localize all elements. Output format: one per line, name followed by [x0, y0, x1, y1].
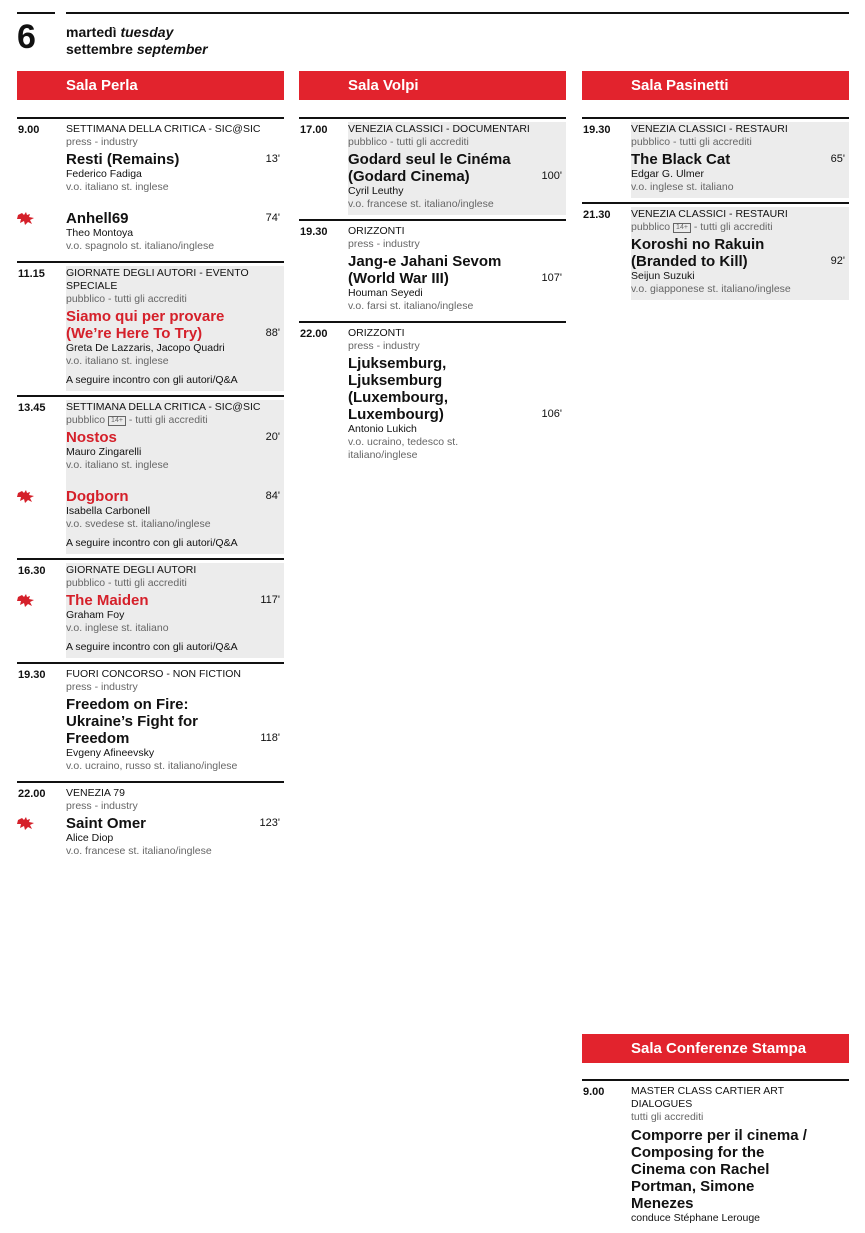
slot-body: [348, 224, 566, 317]
film-director: Houman Seyedi: [348, 287, 423, 299]
film-title[interactable]: Godard seul le Cinéma (Godard Cinema): [348, 151, 511, 185]
slot-access: press - industry: [66, 800, 138, 812]
slot-section: MASTER CLASS CARTIER ART DIALOGUES: [631, 1085, 784, 1110]
film-entry[interactable]: [631, 236, 845, 296]
film-director: Isabella Carbonell: [66, 505, 151, 517]
month-it: settembre: [66, 41, 133, 57]
film-title[interactable]: The Black Cat: [631, 151, 731, 168]
access-prefix: pubblico: [631, 221, 671, 233]
venice-lion-icon: [17, 594, 35, 607]
film-entry[interactable]: [631, 151, 845, 194]
film-title[interactable]: Nostos: [66, 429, 117, 446]
sala-header: Sala Pasinetti: [582, 71, 849, 100]
film-runtime: 123': [259, 817, 280, 829]
schedule-slot[interactable]: [17, 558, 284, 662]
day-number: 6: [17, 18, 36, 56]
schedule-slot[interactable]: [17, 395, 284, 558]
slot-list: [582, 117, 849, 304]
slot-section: VENEZIA CLASSICI - RESTAURI: [631, 208, 788, 220]
age-rating-badge: 14+: [673, 223, 691, 233]
slot-note: A seguire incontro con gli autori/Q&A: [66, 537, 238, 549]
film-title[interactable]: Ljuksemburg, Ljuksemburg (Luxembourg, Luxembourg): [348, 355, 448, 423]
schedule-slot[interactable]: [17, 662, 284, 781]
film-language: v.o. francese st. italiano/inglese: [348, 198, 494, 210]
slot-section: ORIZZONTI: [348, 327, 405, 339]
film-language: v.o. inglese st. italiano: [66, 622, 169, 634]
film-language: v.o. italiano st. inglese: [66, 459, 169, 471]
film-director: Antonio Lukich: [348, 423, 417, 435]
film-runtime: 65': [830, 153, 845, 165]
film-director: Federico Fadiga: [66, 168, 142, 180]
film-director: Greta De Lazzaris, Jacopo Quadri: [66, 342, 225, 354]
film-title[interactable]: Anhell69: [66, 210, 129, 227]
film-entry[interactable]: [66, 210, 280, 253]
film-runtime: 107': [541, 272, 562, 284]
film-title[interactable]: Koroshi no Rakuin (Branded to Kill): [631, 236, 765, 270]
month-en: september: [136, 41, 208, 57]
slot-time: 21.30: [583, 209, 611, 221]
slot-access: press - industry: [348, 340, 420, 352]
slot-access: pubblico - tutti gli accrediti: [66, 293, 187, 305]
weekday-it: martedì: [66, 24, 117, 40]
access-prefix: pubblico: [66, 414, 106, 426]
slot-body: [66, 266, 284, 391]
slot-body: [348, 326, 566, 466]
film-runtime: 118': [260, 732, 280, 744]
film-title[interactable]: The Maiden: [66, 592, 149, 609]
slot-body: [66, 563, 284, 658]
slot-body: [66, 122, 284, 257]
film-language: v.o. svedese st. italiano/inglese: [66, 518, 211, 530]
film-language: v.o. francese st. italiano/inglese: [66, 845, 212, 857]
schedule-slot[interactable]: [582, 1079, 849, 1233]
film-entry[interactable]: [66, 696, 280, 773]
film-language: v.o. ucraino, russo st. italiano/inglese: [66, 760, 238, 772]
slot-body: [631, 122, 849, 198]
venice-lion-icon: [17, 212, 35, 225]
schedule-slot[interactable]: [299, 117, 566, 219]
slot-access: press - industry: [66, 681, 138, 693]
film-runtime: 117': [260, 594, 280, 606]
slot-time: 17.00: [300, 124, 328, 136]
film-language: v.o. italiano st. inglese: [66, 181, 169, 193]
slot-section: VENEZIA 79: [66, 787, 125, 799]
sala-header: Sala Volpi: [299, 71, 566, 100]
slot-section: VENEZIA CLASSICI - DOCUMENTARI: [348, 123, 530, 135]
event-title[interactable]: Comporre per il cinema / Composing for the Cinema con Rachel Portman, Simone Menezes: [631, 1127, 807, 1212]
film-director: Graham Foy: [66, 609, 125, 621]
film-entry[interactable]: [66, 429, 280, 472]
slot-access: pubblico - tutti gli accrediti: [631, 136, 752, 148]
slot-time: 9.00: [18, 124, 40, 136]
schedule-slot[interactable]: [17, 117, 284, 261]
column-sala-perla: [17, 71, 284, 866]
schedule-slot[interactable]: [299, 321, 566, 470]
film-runtime: 100': [541, 170, 562, 182]
film-entry[interactable]: [66, 151, 280, 194]
film-runtime: 20': [265, 431, 280, 443]
slot-time: 13.45: [18, 402, 46, 414]
slot-body: [66, 400, 284, 554]
schedule-slot[interactable]: [582, 202, 849, 304]
slot-access: press - industry: [348, 238, 420, 250]
slot-section: FUORI CONCORSO - NON FICTION: [66, 668, 241, 680]
slot-time: 16.30: [18, 565, 46, 577]
venice-lion-icon: [17, 817, 35, 830]
access-suffix: - tutti gli accrediti: [128, 414, 208, 426]
slot-access: pubblico - tutti gli accrediti: [66, 577, 187, 589]
film-entry[interactable]: [66, 592, 280, 635]
slot-body: [348, 122, 566, 215]
slot-list: [17, 117, 284, 866]
slot-list: [299, 117, 566, 470]
slot-note: A seguire incontro con gli autori/Q&A: [66, 374, 238, 386]
schedule-slot[interactable]: [17, 781, 284, 866]
film-director: Cyril Leuthy: [348, 185, 404, 197]
slot-time: 22.00: [300, 328, 328, 340]
film-entry[interactable]: [348, 253, 562, 313]
slot-section: GIORNATE DEGLI AUTORI - EVENTO SPECIALE: [66, 267, 249, 292]
slot-access: press - industry: [66, 136, 138, 148]
slot-access: pubblico - tutti gli accrediti: [348, 136, 469, 148]
film-language: v.o. inglese st. italiano: [631, 181, 734, 193]
film-title[interactable]: Jang-e Jahani Sevom (World War III): [348, 253, 502, 287]
film-runtime: 88': [265, 327, 280, 339]
film-runtime: 106': [541, 408, 562, 420]
slot-section: SETTIMANA DELLA CRITICA - SIC@SIC: [66, 123, 261, 135]
film-language: v.o. giapponese st. italiano/inglese: [631, 283, 791, 295]
film-director: Theo Montoya: [66, 227, 134, 239]
slot-section: GIORNATE DEGLI AUTORI: [66, 564, 197, 576]
film-entry[interactable]: [348, 355, 562, 462]
column-sala-pasinetti: [582, 71, 849, 304]
film-title[interactable]: Saint Omer: [66, 815, 147, 832]
film-director: Seijun Suzuki: [631, 270, 695, 282]
slot-time: 19.30: [18, 669, 46, 681]
film-entry[interactable]: [66, 815, 280, 858]
film-runtime: 13': [265, 153, 280, 165]
schedule-slot[interactable]: [17, 261, 284, 395]
sala-header: Sala Conferenze Stampa: [582, 1034, 849, 1063]
slot-body: [66, 786, 284, 862]
film-title[interactable]: Dogborn: [66, 488, 129, 505]
column-sala-conferenze: [582, 1034, 849, 1233]
sala-header: Sala Perla: [17, 71, 284, 100]
slot-section: VENEZIA CLASSICI - RESTAURI: [631, 123, 788, 135]
slot-access: tutti gli accrediti: [631, 1111, 704, 1123]
schedule-slot[interactable]: [299, 219, 566, 321]
film-language: v.o. italiano st. inglese: [66, 355, 169, 367]
slot-section: ORIZZONTI: [348, 225, 405, 237]
film-title[interactable]: Freedom on Fire: Ukraine’s Fight for Freedom: [66, 696, 198, 747]
film-title[interactable]: Resti (Remains): [66, 151, 180, 168]
film-language: v.o. spagnolo st. italiano/inglese: [66, 240, 215, 252]
slot-time: 11.15: [18, 268, 45, 280]
slot-time: 9.00: [583, 1086, 605, 1098]
slot-access: [66, 414, 280, 427]
film-title[interactable]: Siamo qui per provare (We’re Here To Try): [66, 308, 225, 342]
film-runtime: 92': [830, 255, 845, 267]
film-language: v.o. ucraino, tedesco st. italiano/inglese: [348, 436, 459, 461]
column-sala-volpi: [299, 71, 566, 470]
slot-body: [631, 207, 849, 300]
film-director: Evgeny Afineevsky: [66, 747, 155, 759]
venice-lion-icon: [17, 490, 35, 503]
access-suffix: - tutti gli accrediti: [693, 221, 773, 233]
slot-time: 22.00: [18, 788, 46, 800]
top-rule-day: [17, 12, 55, 14]
film-director: Edgar G. Ulmer: [631, 168, 704, 180]
schedule-slot[interactable]: [582, 117, 849, 202]
film-director: Alice Diop: [66, 832, 114, 844]
film-entry[interactable]: [66, 308, 280, 368]
slot-section: SETTIMANA DELLA CRITICA - SIC@SIC: [66, 401, 261, 413]
event-moderator: conduce Stéphane Lerouge: [631, 1212, 761, 1224]
date-heading: [66, 24, 208, 58]
top-rule-main: [66, 12, 849, 14]
weekday-en: tuesday: [120, 24, 174, 40]
slot-note: A seguire incontro con gli autori/Q&A: [66, 641, 238, 653]
film-runtime: 84': [265, 490, 280, 502]
age-rating-badge: 14+: [108, 416, 126, 426]
film-entry[interactable]: [66, 488, 280, 531]
slot-time: 19.30: [583, 124, 611, 136]
film-entry[interactable]: [348, 151, 562, 211]
film-runtime: 74': [265, 212, 280, 224]
slot-body: [66, 667, 284, 777]
slot-time: 19.30: [300, 226, 328, 238]
film-director: Mauro Zingarelli: [66, 446, 142, 458]
film-language: v.o. farsi st. italiano/inglese: [348, 300, 474, 312]
slot-access: [631, 221, 845, 234]
